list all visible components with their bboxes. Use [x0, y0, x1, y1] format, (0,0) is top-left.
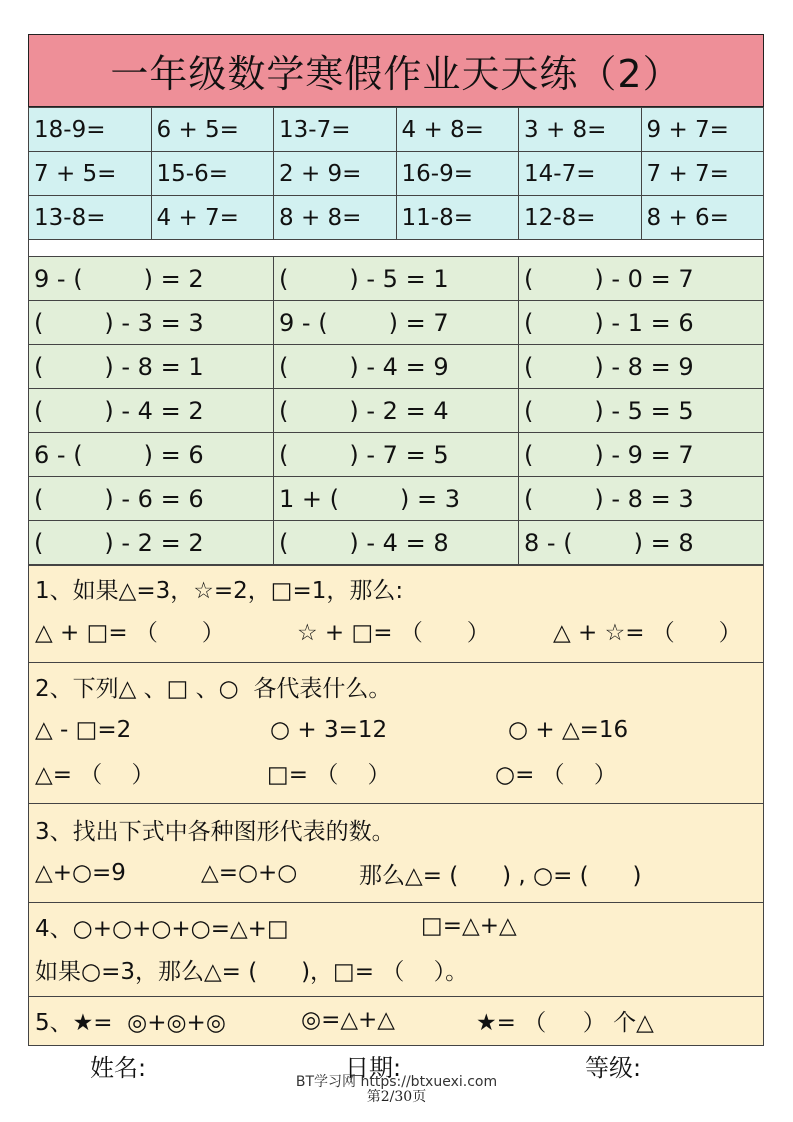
arithmetic-cell: 2 + 9=: [274, 152, 397, 196]
fill-in-cell: ( ) - 2 = 4: [274, 389, 519, 433]
q4-line-1: [35, 903, 763, 949]
fill-in-cell: 6 - ( ) = 6: [29, 433, 274, 477]
fill-in-cell: ( ) - 8 = 1: [29, 345, 274, 389]
arithmetic-table: [28, 107, 764, 240]
arithmetic-cell: 12-8=: [519, 196, 642, 240]
q2-answers: [35, 751, 763, 793]
q2-equation: △ - □=2: [35, 717, 132, 743]
fill-in-cell: ( ) - 1 = 6: [519, 301, 764, 345]
fill-in-cell: ( ) - 4 = 9: [274, 345, 519, 389]
fill-in-cell: ( ) - 8 = 9: [519, 345, 764, 389]
arithmetic-cell: 4 + 8=: [396, 108, 519, 152]
date-label: 日期:: [345, 1054, 402, 1082]
name-label: 姓名:: [90, 1054, 147, 1082]
arithmetic-cell: 4 + 7=: [151, 196, 274, 240]
q2-answer: △= （ ）: [35, 761, 155, 788]
fill-in-cell: 9 - ( ) = 2: [29, 257, 274, 301]
fill-in-cell: 9 - ( ) = 7: [274, 301, 519, 345]
q1-prompt: 1、如果△=3，☆=2，□=1，那么:: [35, 577, 404, 604]
worksheet: [28, 34, 764, 1046]
fill-in-cell: ( ) - 2 = 2: [29, 521, 274, 565]
q4-part: 4、○+○+○+○=△+□: [35, 915, 289, 942]
fill-in-cell: ( ) - 6 = 6: [29, 477, 274, 521]
fill-in-cell: ( ) - 4 = 2: [29, 389, 274, 433]
arithmetic-cell: 9 + 7=: [641, 108, 764, 152]
q2-equation: ○ + △=16: [508, 717, 629, 743]
table-spacer: [28, 240, 764, 256]
page-number: 第2/30页: [366, 1089, 427, 1105]
question-2: [28, 663, 764, 804]
arithmetic-row: [29, 108, 764, 152]
arithmetic-cell: 7 + 5=: [29, 152, 152, 196]
q2-equation: ○ + 3=12: [270, 717, 388, 743]
arithmetic-cell: 13-7=: [274, 108, 397, 152]
arithmetic-cell: 3 + 8=: [519, 108, 642, 152]
q3-prompt: 3、找出下式中各种图形代表的数。: [35, 818, 395, 845]
fill-in-table: [28, 256, 764, 565]
fill-in-cell: ( ) - 3 = 3: [29, 301, 274, 345]
arithmetic-row: [29, 196, 764, 240]
arithmetic-cell: 8 + 8=: [274, 196, 397, 240]
q5-part: ★= （ ） 个△: [476, 1009, 654, 1036]
fill-in-row: [29, 433, 764, 477]
fill-in-cell: ( ) - 4 = 8: [274, 521, 519, 565]
q1-item: △ + ☆= （ ）: [553, 619, 742, 646]
arithmetic-cell: 11-8=: [396, 196, 519, 240]
q3-part: △+○=9: [35, 860, 126, 886]
q1-item: △ + □= （ ）: [35, 619, 225, 646]
fill-in-cell: ( ) - 5 = 5: [519, 389, 764, 433]
arithmetic-row: [29, 152, 764, 196]
fill-in-cell: 8 - ( ) = 8: [519, 521, 764, 565]
arithmetic-cell: 14-7=: [519, 152, 642, 196]
q3-part: △=○+○: [201, 860, 298, 886]
q2-equations: [35, 709, 763, 751]
fill-in-row: [29, 301, 764, 345]
question-1: [28, 565, 764, 663]
q4-part: □=△+△: [421, 913, 517, 939]
question-5: [28, 997, 764, 1046]
question-4: [28, 903, 764, 997]
fill-in-cell: 1 + ( ) = 3: [274, 477, 519, 521]
q5-part: ◎=△+△: [301, 1007, 395, 1033]
arithmetic-cell: 6 + 5=: [151, 108, 274, 152]
fill-in-row: [29, 345, 764, 389]
arithmetic-cell: 15-6=: [151, 152, 274, 196]
fill-in-row: [29, 521, 764, 565]
arithmetic-cell: 13-8=: [29, 196, 152, 240]
fill-in-row: [29, 477, 764, 521]
q5-line: [35, 997, 763, 1043]
page-title: 一年级数学寒假作业天天练（2）: [28, 34, 764, 107]
grade-label: 等级:: [585, 1054, 642, 1082]
fill-in-cell: ( ) - 5 = 1: [274, 257, 519, 301]
q2-answer: □= （ ）: [267, 761, 391, 788]
q2-prompt: 2、下列△ 、□ 、○ 各代表什么。: [35, 675, 392, 702]
arithmetic-cell: 7 + 7=: [641, 152, 764, 196]
q5-part: 5、★= ◎+◎+◎: [35, 1009, 226, 1036]
fill-in-cell: ( ) - 8 = 3: [519, 477, 764, 521]
question-3: [28, 804, 764, 903]
q3-line: [35, 854, 763, 892]
arithmetic-cell: 16-9=: [396, 152, 519, 196]
fill-in-cell: ( ) - 7 = 5: [274, 433, 519, 477]
fill-in-cell: ( ) - 0 = 7: [519, 257, 764, 301]
q4-line-2: 如果○=3，那么△= ( )，□= （ ）。: [35, 958, 469, 985]
arithmetic-cell: 8 + 6=: [641, 196, 764, 240]
q1-items: [35, 610, 763, 650]
watermark-site: BT学习网 https://btxuexi.com: [295, 1074, 498, 1090]
fill-in-row: [29, 257, 764, 301]
fill-in-row: [29, 389, 764, 433]
q3-part: 那么△= ( ) , ○= ( ): [359, 862, 642, 889]
q1-item: ☆ + □= （ ）: [297, 619, 490, 646]
arithmetic-cell: 18-9=: [29, 108, 152, 152]
q2-answer: ○= （ ）: [495, 761, 617, 788]
fill-in-cell: ( ) - 9 = 7: [519, 433, 764, 477]
